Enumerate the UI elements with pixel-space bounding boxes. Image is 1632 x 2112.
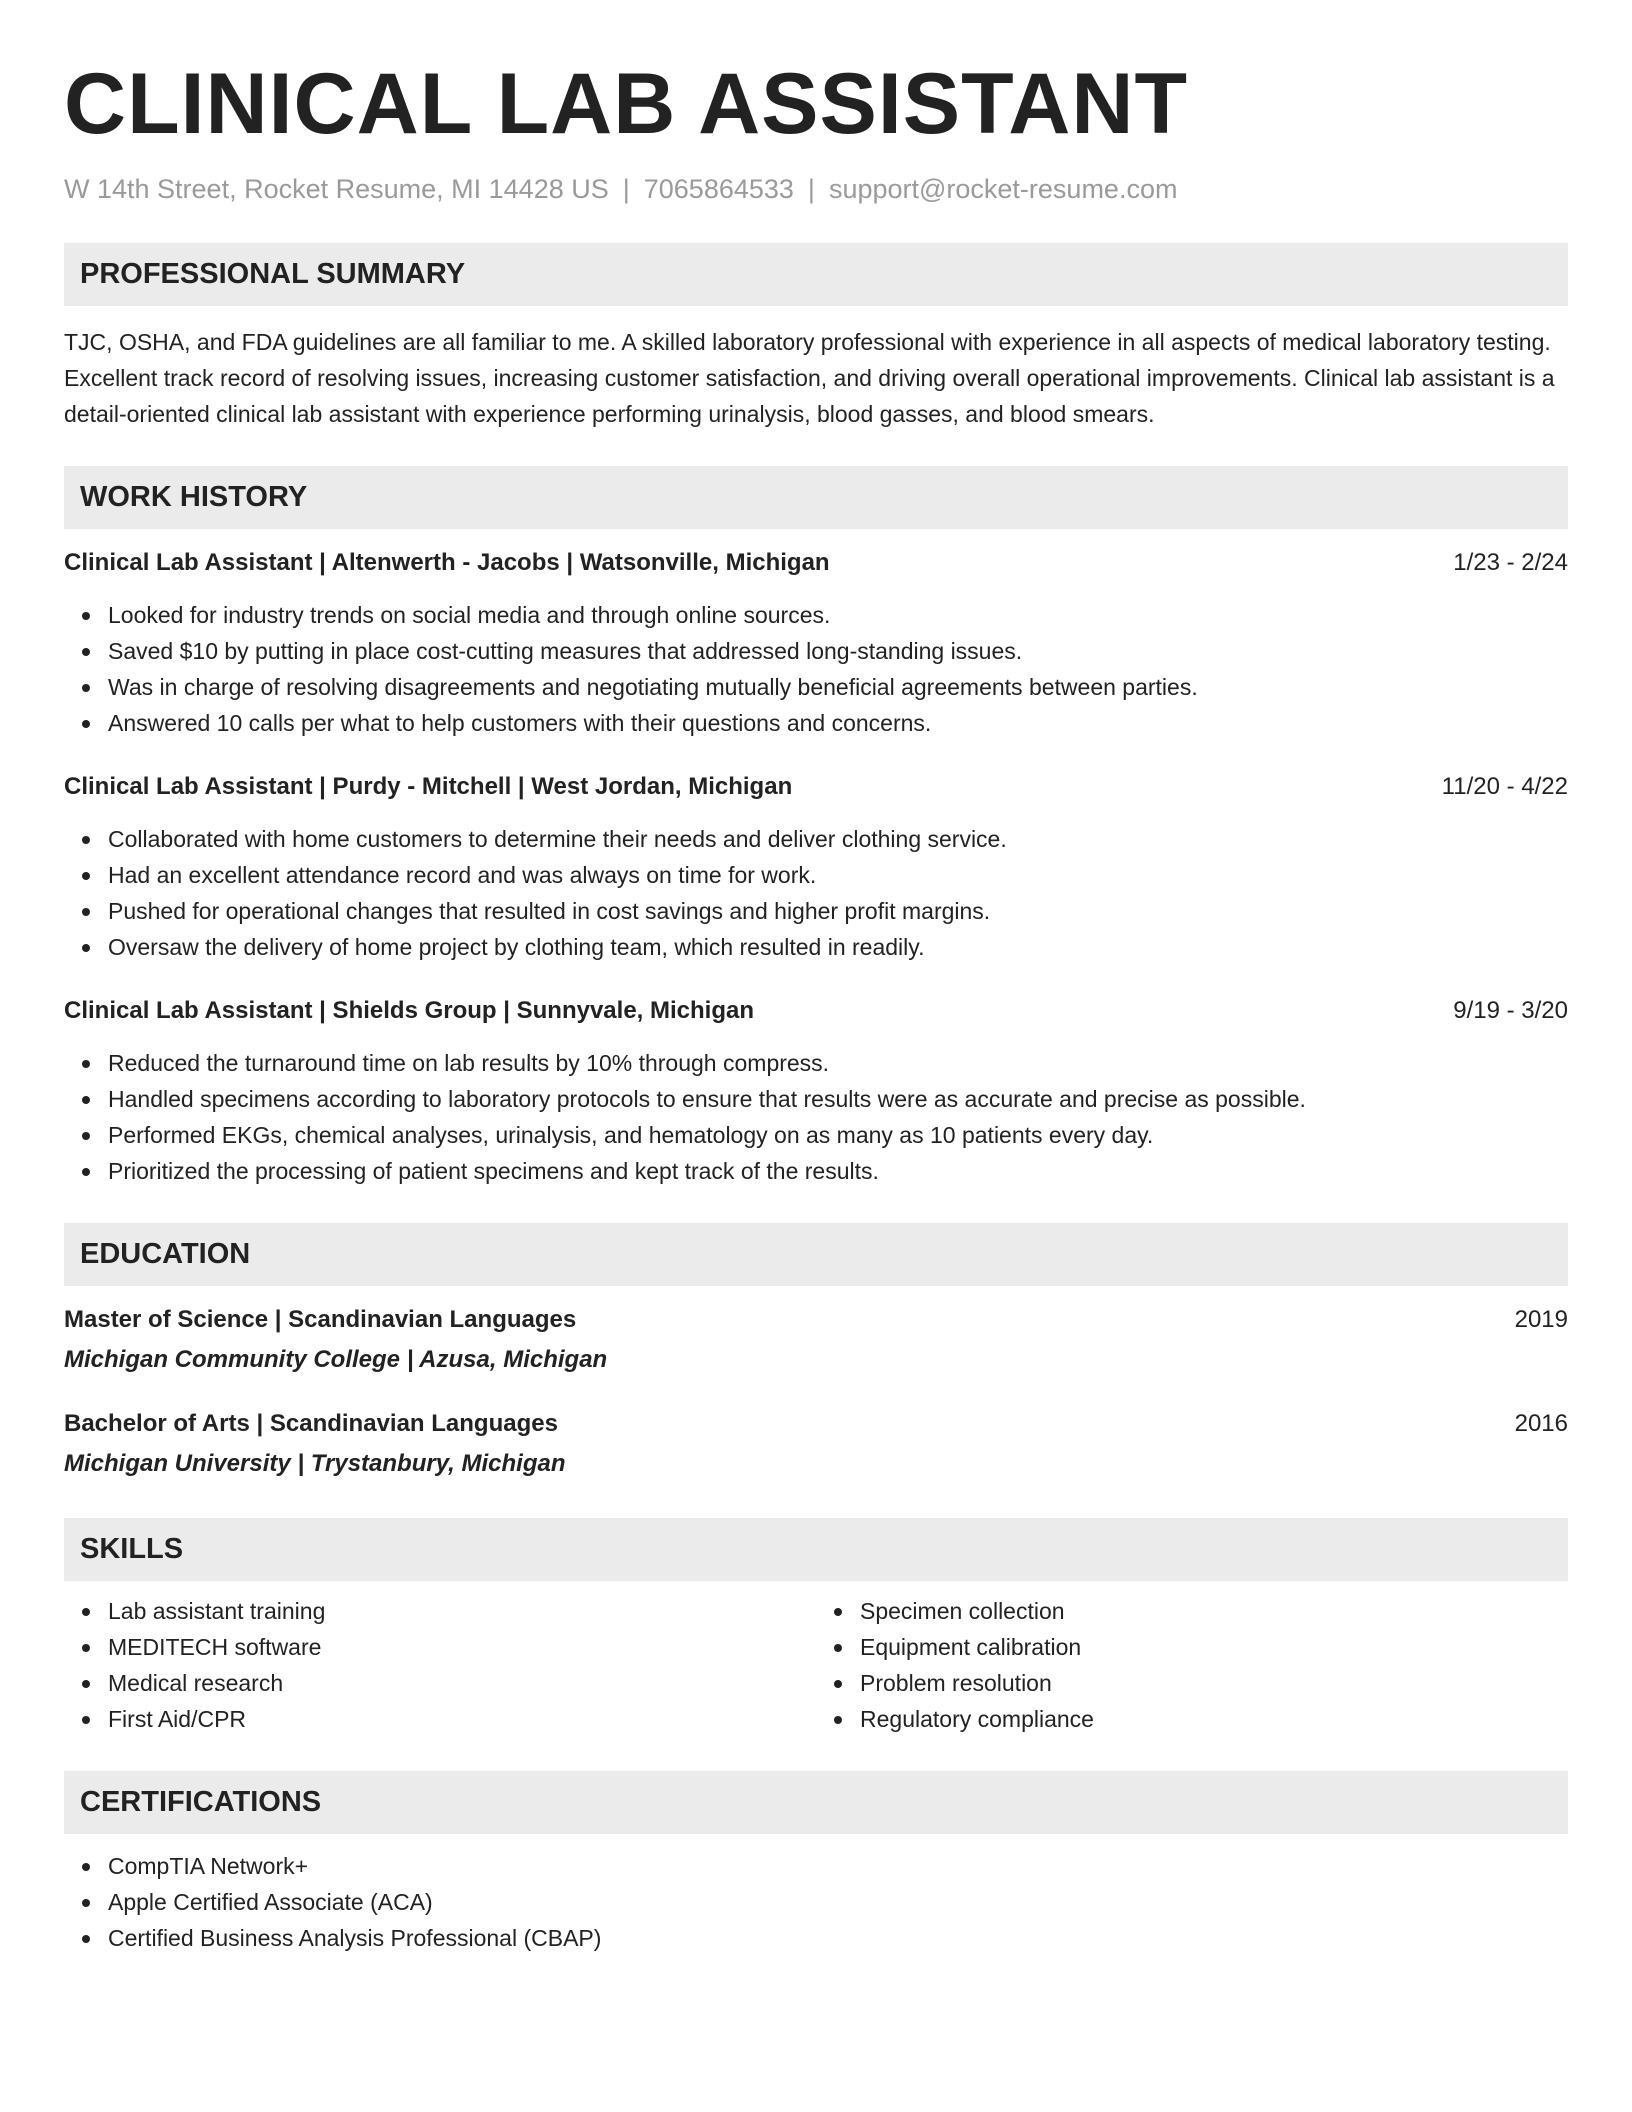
- list-item: Apple Certified Associate (ACA): [108, 1884, 1568, 1920]
- education-degree: Bachelor of Arts | Scandinavian Languages: [64, 1410, 558, 1437]
- list-item: Had an excellent attendance record and was always on time for work.: [108, 857, 1568, 893]
- list-item: Lab assistant training: [108, 1593, 816, 1629]
- list-item: CompTIA Network+: [108, 1848, 1568, 1884]
- list-item: Regulatory compliance: [860, 1701, 1568, 1737]
- job-dates: 1/23 - 2/24: [1453, 549, 1568, 576]
- job-header: [64, 547, 1568, 579]
- job-header: [64, 771, 1568, 803]
- education-school: Michigan University | Trystanbury, Michigan: [64, 1450, 566, 1477]
- job-entry: [64, 547, 1568, 741]
- education-year: 2019: [1514, 1306, 1568, 1333]
- list-item: Oversaw the delivery of home project by clothing team, which resulted in readily.: [108, 929, 1568, 965]
- job-entry: [64, 995, 1568, 1189]
- job-bullets: [64, 1045, 1568, 1189]
- summary-text: TJC, OSHA, and FDA guidelines are all familiar to me. A skilled laboratory professional with experience in all aspects of medical laboratory testing. Excellent track record of resolving issues, increasing customer satisfaction, and driving overall operational improvements. Clinical lab assistant is a detail-oriented clinical lab assistant with experience performing urinalysis, blood gasses, and blood smears.: [64, 329, 1555, 427]
- job-title: Clinical Lab Assistant | Purdy - Mitchell | West Jordan, Michigan: [64, 773, 793, 800]
- summary-heading: PROFESSIONAL SUMMARY: [64, 243, 1568, 306]
- skills-column-right: [816, 1593, 1568, 1737]
- contact-address: W 14th Street, Rocket Resume, MI 14428 US: [64, 174, 609, 204]
- education-year: 2016: [1514, 1410, 1568, 1437]
- job-title: Clinical Lab Assistant | Shields Group | Sunnyvale, Michigan: [64, 997, 755, 1024]
- job-header: [64, 995, 1568, 1027]
- list-item: Equipment calibration: [860, 1629, 1568, 1665]
- page-title: CLINICAL LAB ASSISTANT: [64, 56, 1189, 152]
- contact-email: support@rocket-resume.com: [828, 174, 1178, 204]
- list-item: Performed EKGs, chemical analyses, urinalysis, and hematology on as many as 10 patients every day.: [108, 1117, 1568, 1153]
- education-entry: [64, 1304, 1568, 1376]
- contact-separator: |: [807, 174, 815, 204]
- list-item: Handled specimens according to laboratory protocols to ensure that results were as accurate and precise as possible.: [108, 1081, 1568, 1117]
- contact-separator: |: [622, 174, 630, 204]
- list-item: First Aid/CPR: [108, 1701, 816, 1737]
- work-history-section: [64, 466, 1568, 1189]
- skills-grid: [64, 1593, 1568, 1737]
- list-item: Specimen collection: [860, 1593, 1568, 1629]
- list-item: Prioritized the processing of patient specimens and kept track of the results.: [108, 1153, 1568, 1189]
- list-item: Problem resolution: [860, 1665, 1568, 1701]
- education-header: [64, 1408, 1568, 1440]
- skills-section: [64, 1518, 1568, 1737]
- certifications-list: [64, 1848, 1568, 1956]
- skills-heading: SKILLS: [64, 1518, 1568, 1581]
- work-history-heading: WORK HISTORY: [64, 466, 1568, 529]
- job-bullets: [64, 821, 1568, 965]
- education-header: [64, 1304, 1568, 1336]
- education-degree: Master of Science | Scandinavian Languages: [64, 1306, 577, 1333]
- certifications-heading: CERTIFICATIONS: [64, 1771, 1568, 1834]
- education-section: [64, 1223, 1568, 1480]
- job-bullets: [64, 597, 1568, 741]
- list-item: Medical research: [108, 1665, 816, 1701]
- education-heading: EDUCATION: [64, 1223, 1568, 1286]
- contact-phone: 7065864533: [643, 174, 794, 204]
- education-entry: [64, 1408, 1568, 1480]
- list-item: Saved $10 by putting in place cost-cutting measures that addressed long-standing issues.: [108, 633, 1568, 669]
- list-item: Was in charge of resolving disagreements and negotiating mutually beneficial agreements between parties.: [108, 669, 1568, 705]
- job-title: Clinical Lab Assistant | Altenwerth - Jacobs | Watsonville, Michigan: [64, 549, 830, 576]
- list-item: MEDITECH software: [108, 1629, 816, 1665]
- list-item: Looked for industry trends on social media and through online sources.: [108, 597, 1568, 633]
- contact-line: [64, 172, 1568, 206]
- summary-section: [64, 243, 1568, 432]
- list-item: Pushed for operational changes that resulted in cost savings and higher profit margins.: [108, 893, 1568, 929]
- education-school: Michigan Community College | Azusa, Michigan: [64, 1346, 608, 1373]
- job-entry: [64, 771, 1568, 965]
- list-item: Reduced the turnaround time on lab results by 10% through compress.: [108, 1045, 1568, 1081]
- job-dates: 11/20 - 4/22: [1441, 773, 1568, 800]
- list-item: Certified Business Analysis Professional (CBAP): [108, 1920, 1568, 1956]
- certifications-section: [64, 1771, 1568, 1956]
- job-dates: 9/19 - 3/20: [1453, 997, 1568, 1024]
- skills-column-left: [64, 1593, 816, 1737]
- list-item: Answered 10 calls per what to help customers with their questions and concerns.: [108, 705, 1568, 741]
- list-item: Collaborated with home customers to determine their needs and deliver clothing service.: [108, 821, 1568, 857]
